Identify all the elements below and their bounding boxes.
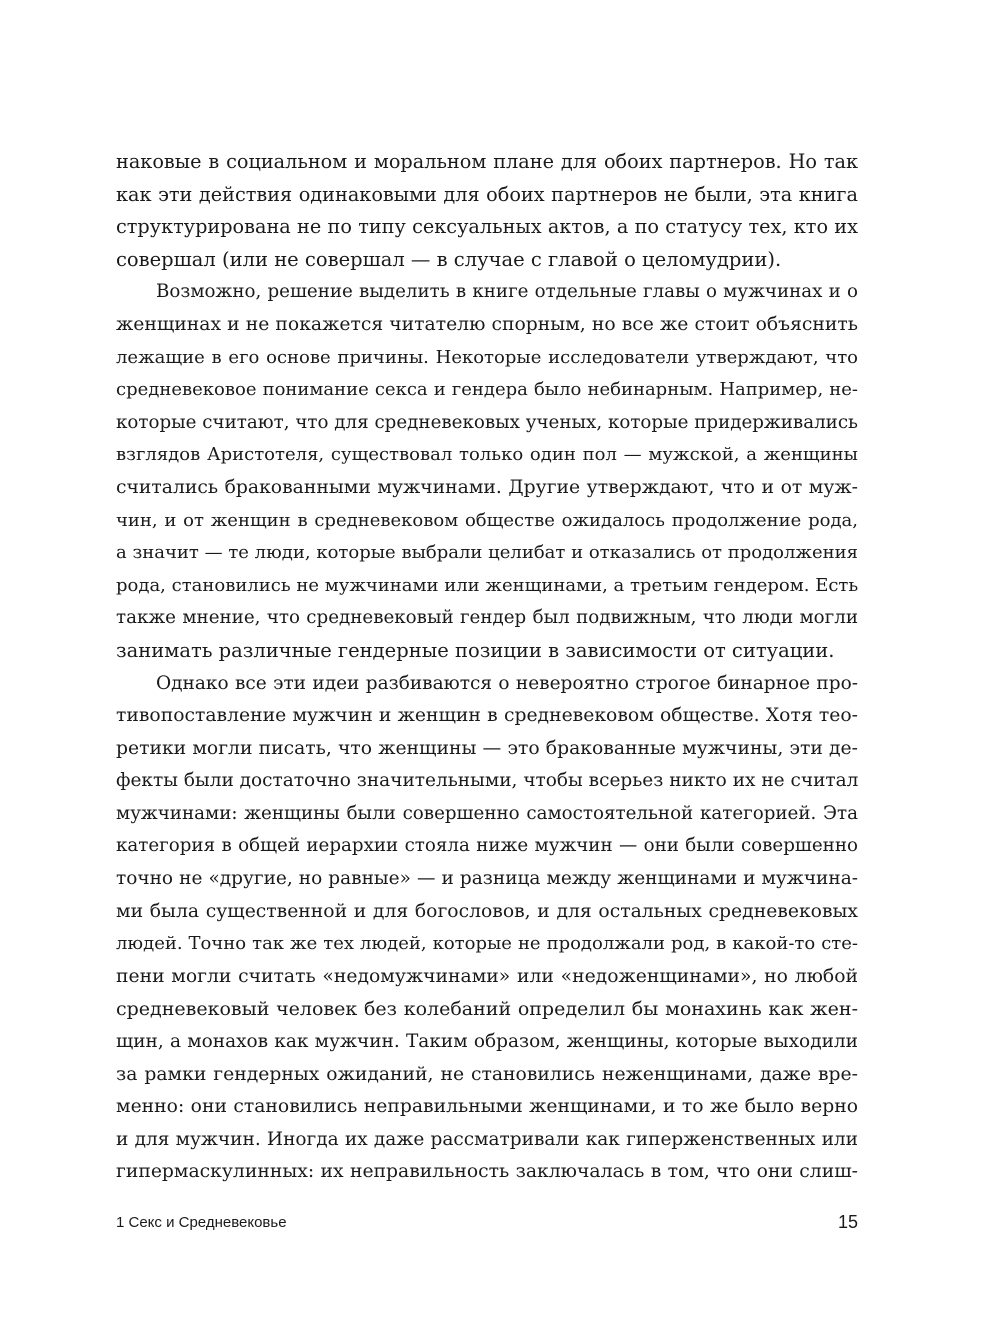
text-line: совершал (или не совершал — в случае с главой о целомудрии). — [116, 247, 782, 271]
text-line: рода, становились не мужчинами или женщинами, а третьим гендером. Есть — [116, 574, 859, 596]
text-line: Однако все эти идеи разбиваются о невероятно строгое бинарное про- — [156, 672, 858, 694]
text-line: структурирована не по типу сексуальных актов, а по статусу тех, кто их — [116, 215, 858, 239]
text-line: считались бракованными мужчинами. Другие утверждают, что и от муж- — [116, 476, 858, 498]
text-line: также мнение, что средневековый гендер был подвижным, что люди могли — [116, 607, 858, 629]
text-line: наковые в социальном и моральном плане для обоих партнеров. Но так — [116, 150, 858, 173]
text-line: а значит — те люди, которые выбрали целибат и отказались от продолжения — [116, 542, 858, 564]
text-line: мужчинами: женщины были совершенно самостоятельной категорией. Эта — [116, 802, 858, 824]
text-line: ми была существенной и для богословов, и для остальных средневековых — [116, 900, 858, 922]
page-number: 15 — [837, 1212, 858, 1232]
paragraph — [116, 668, 858, 1190]
text-line: тивопоставление мужчин и женщин в средневековом обществе. Хотя тео- — [116, 705, 858, 727]
page-footer — [116, 1212, 858, 1236]
text-line: средневековый человек без колебаний определил бы монахинь как жен- — [116, 998, 858, 1021]
paragraph — [116, 276, 858, 667]
text-line: гипермаскулинных: их неправильность заключалась в том, что они слиш- — [116, 1161, 858, 1183]
text-line: занимать различные гендерные позиции в зависимости от ситуации. — [116, 638, 835, 662]
text-line: Возможно, решение выделить в книге отдельные главы о мужчинах и о — [156, 281, 858, 303]
body-text — [116, 146, 858, 1189]
text-line: и для мужчин. Иногда их даже рассматривали как гиперженственных или — [116, 1128, 858, 1150]
running-head: 1 Секс и Средневековье — [116, 1214, 287, 1231]
text-line: ретики могли писать, что женщины — это бракованные мужчины, эти де- — [116, 737, 858, 759]
text-line: лежащие в его основе причины. Некоторые исследователи утверждают, что — [116, 346, 858, 368]
text-line: взглядов Аристотеля, существовал только один пол — мужской, а женщины — [116, 444, 858, 466]
text-line: точно не «другие, но равные» — и разница между женщинами и мужчина- — [116, 868, 858, 890]
text-line: менно: они становились неправильными женщинами, и то же было верно — [116, 1096, 858, 1118]
text-line: категория в общей иерархии стояла ниже мужчин — они были совершенно — [116, 835, 858, 857]
text-line: щин, а монахов как мужчин. Таким образом, женщины, которые выходили — [116, 1031, 858, 1053]
text-line: людей. Точно так же тех людей, которые не продолжали род, в какой-то сте- — [116, 933, 858, 955]
text-line: фекты были достаточно значительными, чтобы всерьез никто их не считал — [116, 770, 859, 792]
text-line: чин, и от женщин в средневековом обществе ожидалось продолжение рода, — [116, 509, 858, 531]
text-line: пени могли считать «недомужчинами» или «недоженщинами», но любой — [116, 965, 858, 987]
text-line: за рамки гендерных ожиданий, не становились неженщинами, даже вре- — [116, 1063, 858, 1085]
paragraph — [116, 146, 858, 276]
text-line: которые считают, что для средневековых ученых, которые придерживались — [116, 411, 858, 433]
text-line: женщинах и не покажется читателю спорным, но все же стоит объяснить — [116, 313, 858, 335]
text-line: как эти действия одинаковыми для обоих партнеров не были, эта книга — [116, 182, 858, 206]
text-line: средневековое понимание секса и гендера было небинарным. Например, не- — [116, 379, 858, 401]
